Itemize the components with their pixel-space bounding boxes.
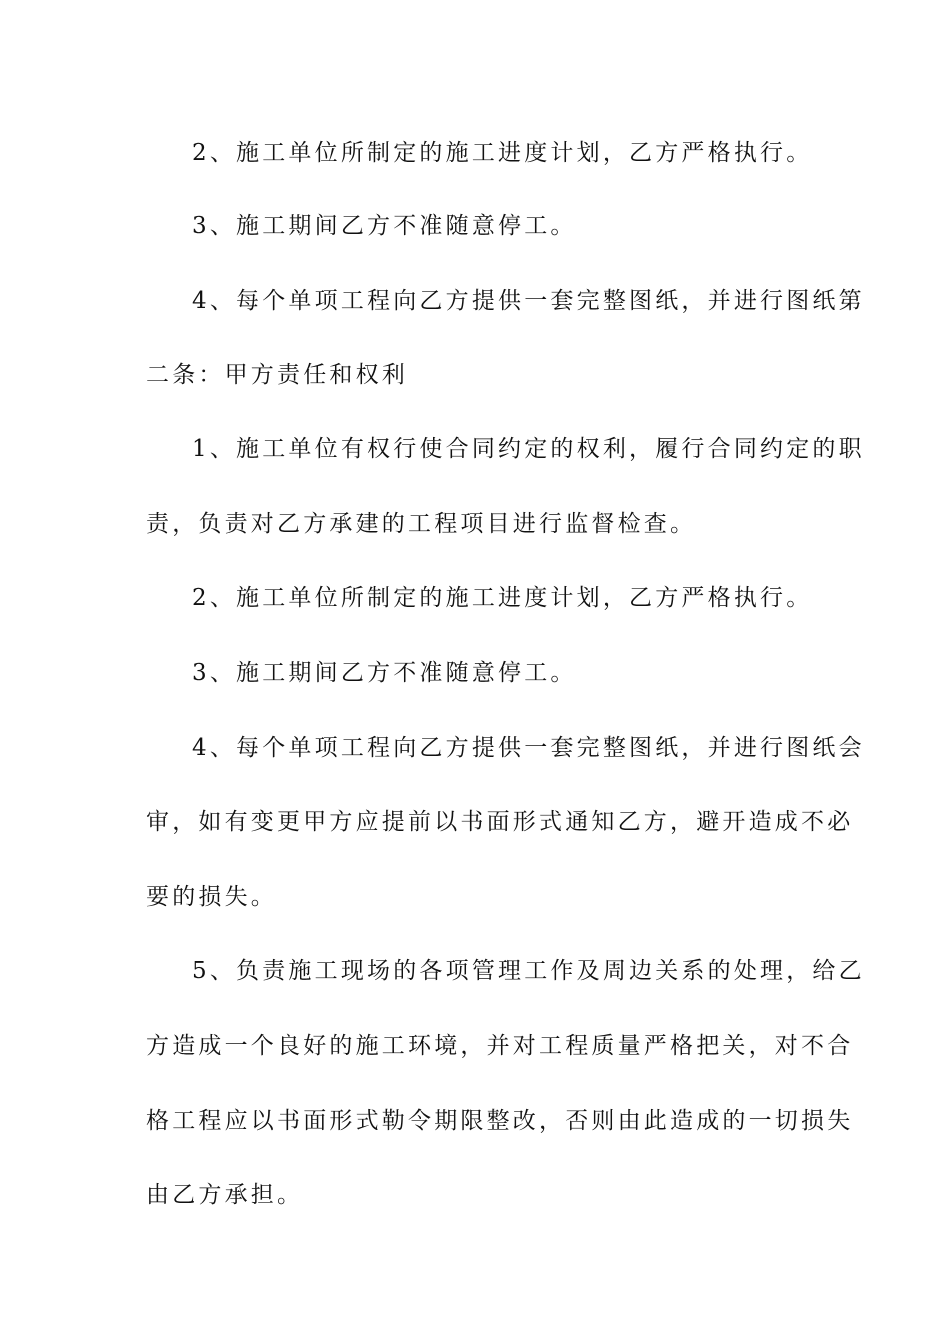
paragraph-line: 2、施工单位所制定的施工进度计划，乙方严格执行。 — [192, 140, 813, 166]
paragraph-line: 3、施工期间乙方不准随意停工。 — [192, 660, 577, 686]
paragraph-line: 4、每个单项工程向乙方提供一套完整图纸，并进行图纸会 — [192, 735, 865, 761]
paragraph-line: 4、每个单项工程向乙方提供一套完整图纸，并进行图纸第 — [192, 288, 865, 314]
paragraph-line: 审，如有变更甲方应提前以书面形式通知乙方，避开造成不必 — [146, 809, 854, 835]
paragraph-line: 由乙方承担。 — [146, 1182, 304, 1208]
paragraph-line: 1、施工单位有权行使合同约定的权利，履行合同约定的职 — [192, 436, 865, 462]
paragraph-line: 方造成一个良好的施工环境，并对工程质量严格把关，对不合 — [146, 1033, 854, 1059]
paragraph-line: 责，负责对乙方承建的工程项目进行监督检查。 — [146, 511, 697, 537]
paragraph-line: 3、施工期间乙方不准随意停工。 — [192, 213, 577, 239]
paragraph-line: 格工程应以书面形式勒令期限整改，否则由此造成的一切损失 — [146, 1108, 854, 1134]
paragraph-line: 要的损失。 — [146, 884, 277, 910]
paragraph-line: 2、施工单位所制定的施工进度计划，乙方严格执行。 — [192, 585, 813, 611]
paragraph-line: 5、负责施工现场的各项管理工作及周边关系的处理，给乙 — [192, 958, 865, 984]
section-heading: 二条：甲方责任和权利 — [146, 362, 408, 388]
